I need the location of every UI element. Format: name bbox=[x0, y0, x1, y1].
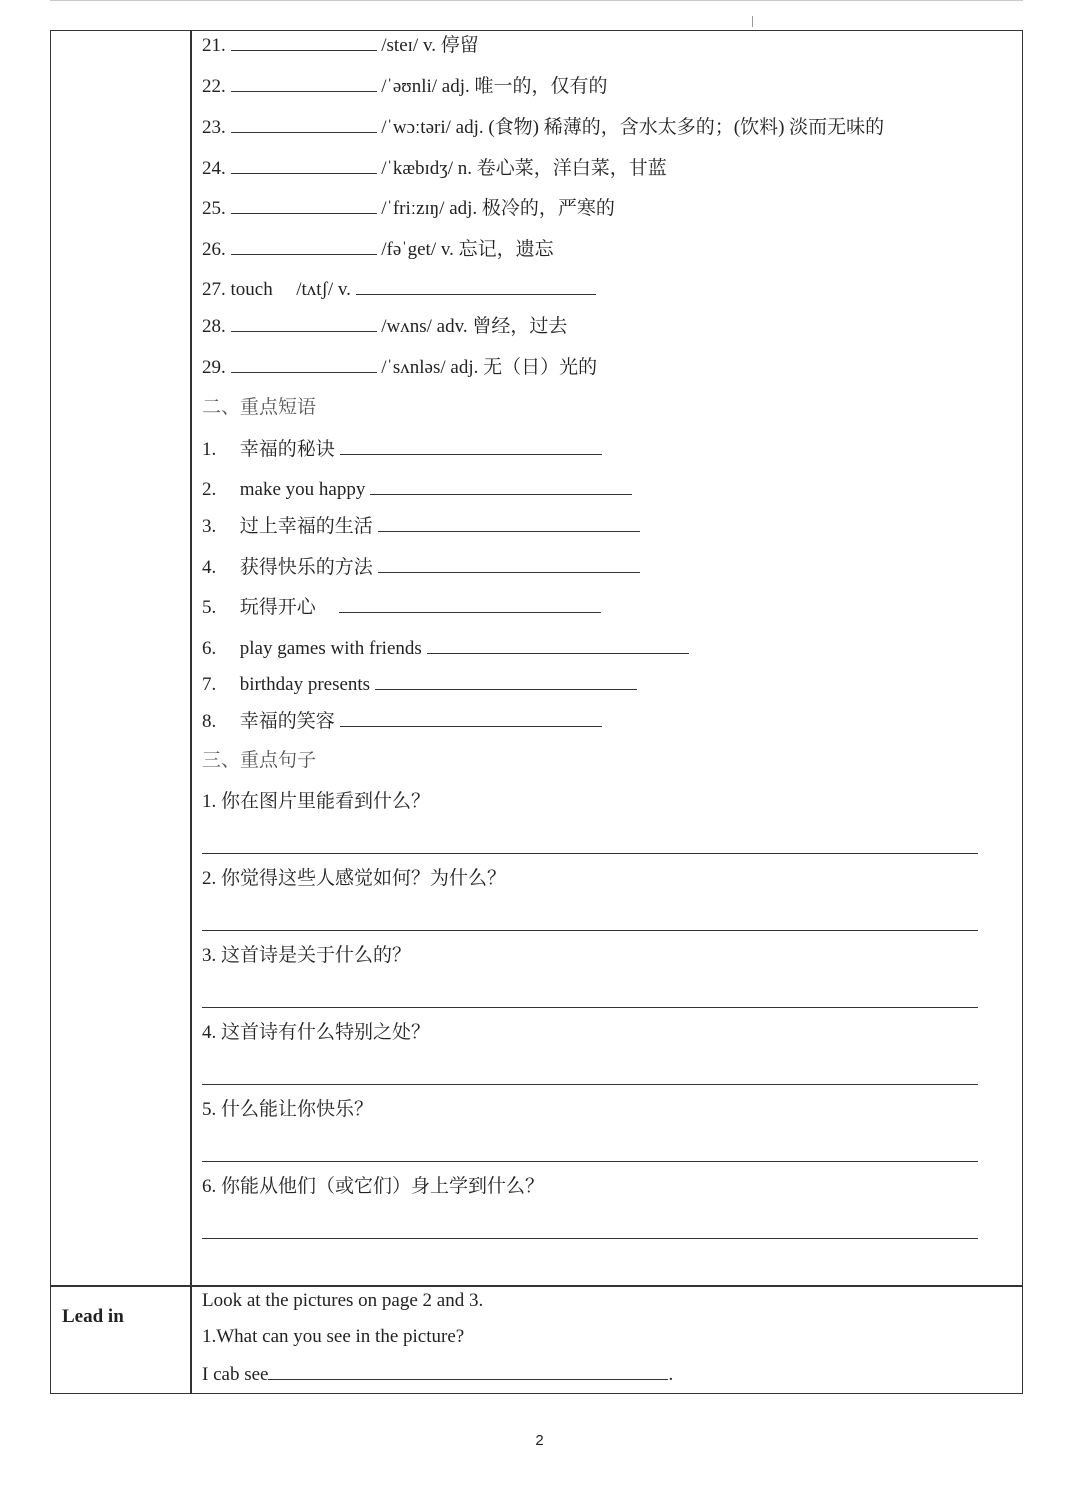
vocab-meaning: 唯一的，仅有的 bbox=[474, 76, 608, 97]
vocab-meaning: 无（日）光的 bbox=[483, 357, 598, 378]
phrase-blank[interactable] bbox=[340, 437, 602, 455]
sentence-prompt-3: 3. 这首诗是关于什么的？ bbox=[202, 945, 412, 966]
vocab-meaning: (食物) 稀薄的，含水太多的；(饮料) 淡而无味的 bbox=[488, 117, 885, 138]
vocab-meaning: 忘记，遗忘 bbox=[458, 239, 554, 260]
sentence-prompt-1: 1. 你在图片里能看到什么？ bbox=[202, 791, 431, 812]
phrase-item-4 bbox=[202, 555, 640, 580]
row-divider bbox=[50, 1285, 1023, 1287]
phrase-item-6 bbox=[202, 636, 689, 661]
phrase-blank[interactable] bbox=[339, 595, 601, 613]
phrase-text: 过上幸福的生活 bbox=[239, 516, 373, 537]
vocab-number: 29. bbox=[202, 357, 226, 378]
vocab-blank[interactable] bbox=[231, 355, 377, 373]
phrase-text: 获得快乐的方法 bbox=[239, 557, 373, 578]
vocab-pronunciation: /fəˈget/ v. bbox=[381, 239, 454, 260]
phrase-number: 4. bbox=[202, 557, 217, 578]
phrases-heading: 二、重点短语 bbox=[202, 397, 317, 418]
vocab-item-26 bbox=[202, 237, 554, 262]
sentences-heading: 三、重点句子 bbox=[202, 750, 317, 771]
phrase-text: 玩得开心 bbox=[239, 597, 316, 618]
answer-line-3[interactable] bbox=[202, 1007, 978, 1008]
vocab-number: 24. bbox=[202, 158, 226, 179]
sentence-prompt-5: 5. 什么能让你快乐？ bbox=[202, 1099, 374, 1120]
vocab-pronunciation: /tʌtʃ/ v. bbox=[296, 279, 351, 300]
sentence-prompt-4: 4. 这首诗有什么特别之处？ bbox=[202, 1022, 431, 1043]
vocab-item-24 bbox=[202, 156, 667, 181]
phrase-number: 5. bbox=[202, 597, 217, 618]
vocab-meaning: 极冷的，严寒的 bbox=[481, 198, 615, 219]
vocab-number: 22. bbox=[202, 76, 226, 97]
lead-in-answer-prefix: I cab see bbox=[202, 1364, 269, 1385]
phrase-number: 2. bbox=[202, 479, 217, 500]
lead-in-question: 1.What can you see in the picture? bbox=[202, 1326, 465, 1347]
vocab-item-27 bbox=[202, 277, 596, 302]
phrase-number: 6. bbox=[202, 638, 217, 659]
phrase-text: birthday presents bbox=[239, 674, 371, 695]
phrase-blank[interactable] bbox=[340, 709, 602, 727]
vocab-number: 28. bbox=[202, 316, 226, 337]
phrase-item-5 bbox=[202, 595, 601, 620]
lead-in-answer bbox=[202, 1362, 673, 1387]
phrase-blank[interactable] bbox=[378, 555, 640, 573]
vocab-pronunciation: /ˈwɔːtəri/ adj. bbox=[381, 117, 484, 138]
page-number: 2 bbox=[535, 1432, 544, 1449]
vocab-blank[interactable] bbox=[231, 115, 377, 133]
vocab-item-21 bbox=[202, 33, 479, 58]
vocab-blank[interactable] bbox=[356, 277, 596, 295]
vocab-number: 21. bbox=[202, 35, 226, 56]
phrase-number: 8. bbox=[202, 711, 217, 732]
phrase-item-1 bbox=[202, 437, 602, 462]
phrase-blank[interactable] bbox=[370, 477, 632, 495]
sentence-prompt-2: 2. 你觉得这些人感觉如何？为什么？ bbox=[202, 868, 507, 889]
phrase-blank[interactable] bbox=[427, 636, 689, 654]
vocab-number: 25. bbox=[202, 198, 226, 219]
phrase-number: 3. bbox=[202, 516, 217, 537]
vocab-blank[interactable] bbox=[231, 196, 377, 214]
vocab-word: touch bbox=[230, 279, 273, 300]
vocab-blank[interactable] bbox=[231, 237, 377, 255]
lead-in-label: Lead in bbox=[62, 1306, 124, 1327]
phrase-item-2 bbox=[202, 477, 632, 502]
header-tick-mark bbox=[752, 16, 753, 27]
phrase-text: make you happy bbox=[239, 479, 366, 500]
answer-line-5[interactable] bbox=[202, 1161, 978, 1162]
column-divider bbox=[190, 30, 192, 1394]
vocab-pronunciation: /ˈkæbɪdʒ/ n. bbox=[381, 158, 473, 179]
vocab-item-28 bbox=[202, 314, 567, 339]
sentence-prompt-6: 6. 你能从他们（或它们）身上学到什么？ bbox=[202, 1176, 545, 1197]
answer-line-6[interactable] bbox=[202, 1238, 978, 1239]
phrase-blank[interactable] bbox=[375, 672, 637, 690]
phrase-item-3 bbox=[202, 514, 640, 539]
lead-in-answer-blank[interactable] bbox=[268, 1362, 668, 1380]
vocab-item-22 bbox=[202, 74, 608, 99]
vocab-item-25 bbox=[202, 196, 615, 221]
vocab-item-23 bbox=[202, 115, 884, 140]
vocab-blank[interactable] bbox=[231, 74, 377, 92]
phrase-number: 1. bbox=[202, 439, 217, 460]
vocab-pronunciation: /ˈsʌnləs/ adj. bbox=[381, 357, 479, 378]
phrase-item-7 bbox=[202, 672, 637, 697]
lead-in-instruction: Look at the pictures on page 2 and 3. bbox=[202, 1290, 484, 1311]
vocab-number: 23. bbox=[202, 117, 226, 138]
phrase-item-8 bbox=[202, 709, 602, 734]
phrase-text: 幸福的秘诀 bbox=[239, 439, 335, 460]
lead-in-answer-suffix: . bbox=[668, 1364, 674, 1385]
vocab-item-29 bbox=[202, 355, 597, 380]
vocab-pronunciation: /steɪ/ v. bbox=[381, 35, 436, 56]
answer-line-4[interactable] bbox=[202, 1084, 978, 1085]
vocab-number: 26. bbox=[202, 239, 226, 260]
vocab-meaning: 卷心菜，洋白菜，甘蓝 bbox=[476, 158, 667, 179]
answer-line-2[interactable] bbox=[202, 930, 978, 931]
phrase-number: 7. bbox=[202, 674, 217, 695]
vocab-meaning: 曾经，过去 bbox=[472, 316, 568, 337]
answer-line-1[interactable] bbox=[202, 853, 978, 854]
vocab-pronunciation: /ˈfriːzɪŋ/ adj. bbox=[381, 198, 478, 219]
vocab-blank[interactable] bbox=[231, 156, 377, 174]
vocab-blank[interactable] bbox=[231, 33, 377, 51]
vocab-meaning: 停留 bbox=[440, 35, 479, 56]
phrase-text: play games with friends bbox=[239, 638, 422, 659]
vocab-blank[interactable] bbox=[231, 314, 377, 332]
vocab-pronunciation: /wʌns/ adv. bbox=[381, 316, 468, 337]
phrase-blank[interactable] bbox=[378, 514, 640, 532]
vocab-pronunciation: /ˈəʊnli/ adj. bbox=[381, 76, 470, 97]
phrase-text: 幸福的笑容 bbox=[239, 711, 335, 732]
top-rule bbox=[50, 0, 1023, 1]
vocab-number: 27. bbox=[202, 279, 226, 300]
